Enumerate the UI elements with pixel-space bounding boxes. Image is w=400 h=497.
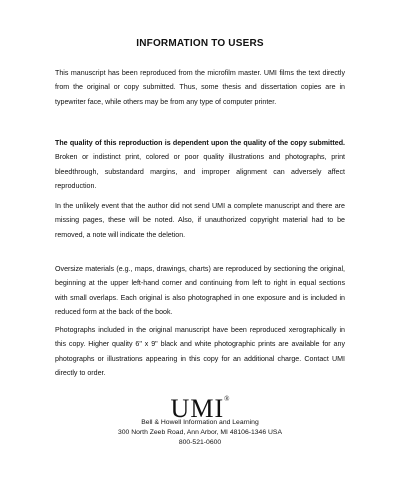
paragraph-microfilm: This manuscript has been reproduced from the microfilm master. UMI films the text directly from the original or copy submitted. Thus, some thesis and dissertation copies are in typewriter face, while others may be from any type of computer printer. xyxy=(55,69,345,106)
paragraph-oversize: Oversize materials (e.g., maps, drawings, charts) are reproduced by sectioning the original, beginning at the upper left-hand corner and continuing from left to right in equal sections with small overlaps. Each original is also photographed in one exposure and is included in reduced form at the back of the book. xyxy=(55,265,345,317)
paragraph-missing-pages: In the unlikely event that the author did not send UMI a complete manuscript and there are missing pages, these will be noted. Also, if unauthorized copyright material had to be removed, a note will indicate the deletion. xyxy=(55,202,345,239)
paragraph-quality-bold: The quality of this reproduction is dependent upon the quality of the copy submitted. xyxy=(55,139,345,147)
registered-mark: ® xyxy=(224,395,230,403)
publisher-name: Bell & Howell Information and Learning xyxy=(141,419,259,426)
paragraph-quality xyxy=(55,136,345,194)
publisher-phone: 800-521-0600 xyxy=(178,439,222,446)
publisher-address: 300 North Zeeb Road, Ann Arbor, MI 48106-1346 USA xyxy=(118,429,282,436)
paragraph-photographs: Photographs included in the original manuscript have been reproduced xerographically in this copy. Higher quality 6" x 9" black and white photographic prints are available for any photographs or illustrations appearing in this copy for an additional charge. Contact UMI directly to order. xyxy=(55,326,345,378)
paragraph-quality-rest: Broken or indistinct print, colored or poor quality illustrations and photographs, print bleedthrough, substandard margins, and improper alignment can adversely affect reproduction. xyxy=(55,153,345,191)
page-title: INFORMATION TO USERS xyxy=(136,38,264,49)
umi-logo-text: UMI xyxy=(170,394,225,423)
